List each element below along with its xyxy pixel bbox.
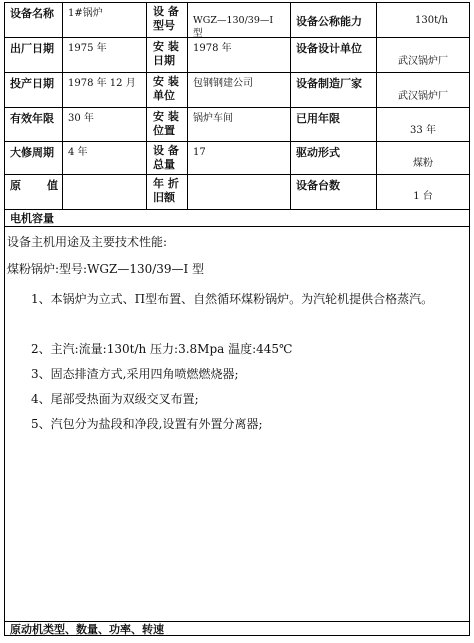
overhaul-cycle-label: 大修周期 <box>10 146 54 159</box>
model-value: WGZ—130/39—I 型 <box>193 15 274 37</box>
commission-date-value: 1978 年 12 月 <box>68 78 136 89</box>
description-item: 4、尾部受热面为双级交叉布置; <box>31 392 199 406</box>
overhaul-cycle-value: 4 年 <box>68 147 88 158</box>
rated-capacity-label: 设备公称能力 <box>296 15 362 28</box>
description-model-line: 煤粉锅炉:型号:WGZ—130/39—I 型 <box>7 262 205 276</box>
row-divider <box>4 621 470 622</box>
install-date-label-line1: 安 装 <box>153 40 179 53</box>
motor-capacity-label: 电机容量 <box>10 212 54 225</box>
used-years-value: 33 年 <box>410 125 436 136</box>
equipment-name-label: 设备名称 <box>10 7 54 20</box>
manufacturer-label: 设备制造厂家 <box>296 77 362 90</box>
drive-type-value: 煤粉 <box>413 158 433 169</box>
install-location-label <box>147 108 187 141</box>
factory-date-value: 1975 年 <box>68 43 107 54</box>
design-unit-label: 设备设计单位 <box>296 42 362 55</box>
equipment-total-value: 17 <box>193 147 206 158</box>
original-value-value <box>63 175 146 209</box>
model-label-line2: 型号 <box>153 19 175 32</box>
install-date-label-line2: 日期 <box>153 54 175 67</box>
equipment-total-label-line2: 总量 <box>153 158 175 171</box>
install-location-value: 锅炉车间 <box>193 113 233 124</box>
prime-mover-label: 原动机类型、数量、功率、转速 <box>10 623 164 636</box>
row-divider <box>4 226 470 227</box>
service-life-label: 有效年限 <box>10 112 54 125</box>
design-unit-value: 武汉锅炉厂 <box>398 56 448 67</box>
install-location-label-line1: 安 装 <box>153 110 179 123</box>
description-item: 5、汽包分为盐段和净段,设置有外置分离器; <box>31 417 263 431</box>
depreciation-label <box>147 175 187 209</box>
commission-date-label: 投产日期 <box>10 77 54 90</box>
unit-count-label: 设备台数 <box>296 179 340 192</box>
model-label <box>147 3 187 37</box>
install-location-label-line2: 位置 <box>153 124 175 137</box>
drive-type-label: 驱动形式 <box>296 146 340 159</box>
original-value-label-part1: 原 <box>10 179 21 192</box>
equipment-total-label <box>147 142 187 174</box>
install-unit-label-line2: 单位 <box>153 89 175 102</box>
used-years-label: 已用年限 <box>296 112 340 125</box>
install-unit-value: 包钢钢建公司 <box>193 78 253 89</box>
depreciation-label-line1: 年 折 <box>153 177 179 190</box>
service-life-value: 30 年 <box>68 113 94 124</box>
depreciation-label-line2: 旧额 <box>153 191 175 204</box>
description-item: 2、主汽:流量:130t/h 压力:3.8Mpa 温度:445℃ <box>31 342 293 356</box>
factory-date-label: 出厂日期 <box>10 42 54 55</box>
install-unit-label-line1: 安 装 <box>153 75 179 88</box>
model-label-line1: 设 备 <box>153 5 179 18</box>
manufacturer-value: 武汉锅炉厂 <box>398 91 448 102</box>
description-item: 3、固态排渣方式,采用四角喷燃燃烧器; <box>31 367 239 381</box>
description-heading: 设备主机用途及主要技术性能: <box>7 235 168 249</box>
original-value-label <box>5 175 62 209</box>
install-date-value: 1978 年 <box>193 43 232 54</box>
rated-capacity-value: 130t/h <box>415 15 448 26</box>
original-value-label-part2: 值 <box>47 179 58 192</box>
install-date-label <box>147 38 187 72</box>
install-unit-label <box>147 73 187 107</box>
unit-count-value: 1 台 <box>413 191 433 202</box>
equipment-total-label-line1: 设 备 <box>153 144 179 157</box>
equipment-name-value: 1#锅炉 <box>68 8 103 19</box>
depreciation-value <box>188 175 290 209</box>
description-item: 1、本锅炉为立式、Π型布置、自然循环煤粉锅炉。为汽轮机提供合格蒸汽。 <box>31 292 434 306</box>
